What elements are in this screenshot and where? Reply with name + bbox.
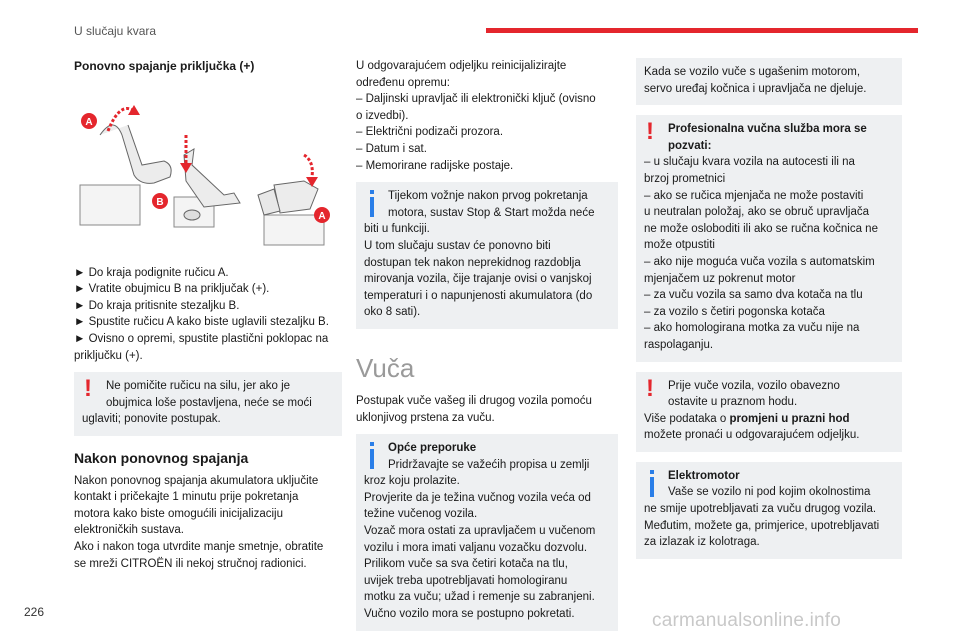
list-item: – u slučaju kvara vozila na autocesti ili na	[644, 156, 855, 169]
header-section-title: U slučaju kvara	[74, 24, 157, 38]
list-item: raspolaganju.	[644, 338, 714, 351]
note-text: mirovanja vozila, čije trajanje ovisi o vanjskoj	[364, 273, 592, 286]
list-item: – Daljinski upravljač ili elektronički ključ (ovisno	[356, 93, 596, 106]
note-text: vozilu i mora imati valjanu vozačku dozvolu.	[364, 541, 588, 554]
note-text: za izlazak iz kolotraga.	[644, 536, 760, 549]
list-item: – Memorirane radijske postaje.	[356, 159, 514, 172]
note-text: obujmica loše postavljena, neće se moći	[106, 396, 312, 409]
section-heading-towing: Vuča	[356, 352, 415, 383]
note-text: kroz koju prolazite.	[364, 475, 460, 488]
paragraph-line: elektroničkih sustava.	[74, 524, 184, 537]
step-item: ► Vratite obujmicu B na priključak (+).	[74, 283, 270, 296]
note-text: uglaviti; ponovite postupak.	[82, 413, 221, 426]
paragraph-line: određenu opremu:	[356, 76, 450, 89]
note-text: težine vučenog vozila.	[364, 508, 478, 521]
step-item: ► Ovisno o opremi, spustite plastični poklopac na priključku (+).	[74, 332, 329, 362]
list-item: može otpustiti	[644, 239, 715, 252]
step-item: ► Spustite ručicu A kako biste uglavili stezaljku B.	[74, 316, 329, 329]
battery-terminal-figure	[74, 85, 342, 255]
after-paragraph	[74, 473, 342, 573]
list-item: – ako nije moguća vuča vozila s automatskim	[644, 255, 875, 268]
note-text: Tijekom vožnje nakon prvog pokretanja	[388, 190, 588, 203]
note-text: možete pronaći u odgovarajućem odjeljku.	[644, 429, 860, 442]
warning-exclamation-icon: !	[646, 118, 654, 146]
note-text: Međutim, možete ga, primjerice, upotrebljavati	[644, 519, 880, 532]
warning-note-neutral	[636, 372, 902, 452]
note-text: Prije vuče vozila, vozilo obavezno	[668, 379, 840, 392]
note-text: Pridržavajte se važećih propisa u zemlji	[388, 458, 590, 471]
info-icon	[365, 190, 379, 220]
paragraph-line: kontakt i pričekajte 1 minutu prije pokretanja	[74, 491, 299, 504]
note-text-bold: promjeni u prazni hod	[729, 412, 850, 425]
list-item: ne može osloboditi ili ako se ručna kočnica ne	[644, 222, 878, 235]
note-text: servo uređaj kočnica i upravljača ne djeluje.	[644, 82, 867, 95]
figure-label-a-1: A	[85, 116, 93, 128]
note-text: oko 8 sati).	[364, 306, 421, 319]
reinit-paragraph	[356, 58, 618, 174]
column-left	[74, 58, 342, 572]
list-item: mjenjačem uz pokrenut motor	[644, 272, 796, 285]
section-title-after: Nakon ponovnog spajanja	[74, 449, 249, 466]
note-text: biti u funkciji.	[364, 223, 430, 236]
note-text: Kada se vozilo vuče s ugašenim motorom,	[644, 66, 861, 78]
list-item: – za vuču vozila sa samo dva kotača na tlu	[644, 289, 863, 302]
column-middle	[356, 58, 618, 641]
paragraph-line: se mreži CITROËN ili nekoj stručnoj radionici.	[74, 557, 307, 570]
list-item: o izvedbi).	[356, 109, 409, 122]
info-note-electric-motor	[636, 462, 902, 559]
warning-exclamation-icon: !	[84, 375, 92, 403]
note-text: ne smije upotrebljavati za vuču drugog vozila.	[644, 503, 877, 516]
note-text: U tom slučaju sustav će ponovno biti	[364, 239, 551, 252]
note-servo	[636, 58, 902, 105]
column-right	[636, 58, 902, 569]
info-note-general	[356, 434, 618, 631]
note-text: ostavite u praznom hodu.	[668, 396, 798, 409]
note-text: Prilikom vuče sa sva četiri kotača na tlu,	[364, 558, 568, 571]
note-text: Vučno vozilo mora se postupno pokretati.	[364, 608, 575, 621]
figure-label-a-2: A	[318, 210, 326, 222]
note-title: Opće preporuke	[388, 442, 477, 455]
note-text: motora, sustav Stop & Start možda neće	[388, 206, 595, 219]
info-icon	[365, 442, 379, 472]
list-item: brzoj prometnici	[644, 172, 726, 185]
warning-exclamation-icon: !	[646, 374, 654, 402]
header-accent-bar	[486, 28, 918, 33]
warning-note-professional	[636, 115, 902, 361]
note-text: uvijek treba upotrebljavati homologiranu	[364, 574, 568, 587]
paragraph-line: U odgovarajućem odjeljku reinicijalizirajte	[356, 60, 567, 72]
paragraph-line: Postupak vuče vašeg ili drugog vozila pomoću	[356, 394, 592, 407]
note-text: motku za vuču; užad i remenje su zabranjeni.	[364, 591, 595, 604]
step-item: ► Do kraja podignite ručicu A.	[74, 266, 229, 279]
step-item: ► Do kraja pritisnite stezaljku B.	[74, 299, 240, 312]
list-item: – Električni podizači prozora.	[356, 126, 504, 139]
note-text: Ne pomičite ručicu na silu, jer ako je	[106, 380, 291, 393]
info-note-stop-start	[356, 182, 618, 329]
note-text: dostupan tek nakon neprekidnog razdoblja	[364, 256, 581, 269]
figure-label-b: B	[156, 196, 164, 208]
list-item: – ako homologirana motka za vuču nije na	[644, 322, 860, 335]
note-text: temperaturi i o napunjenosti akumulatora (do	[364, 289, 593, 302]
note-text: Provjerite da je težina vučnog vozila veća od	[364, 491, 591, 504]
note-text: Vaše se vozilo ni pod kojim okolnostima	[668, 486, 871, 499]
paragraph-line: Ako i nakon toga utvrdite manje smetnje, obratite	[74, 540, 324, 553]
steps-list	[74, 265, 342, 365]
list-item: u neutralan položaj, ako se obruč upravljača	[644, 206, 870, 219]
note-title: Profesionalna vučna služba mora se	[668, 123, 867, 136]
list-item: – Datum i sat.	[356, 142, 427, 155]
towing-intro	[356, 393, 618, 426]
note-text	[644, 411, 894, 428]
note-text-prefix: Više podataka o	[644, 412, 730, 425]
warning-note-handle	[74, 372, 342, 436]
paragraph-line: motora kako biste omogućili inicijalizaciju	[74, 507, 284, 520]
list-item: – ako se ručica mjenjača ne može postaviti	[644, 189, 864, 202]
note-text: Vozač mora ostati za upravljačem u vučenom	[364, 525, 596, 538]
page-number: 226	[24, 605, 45, 619]
watermark-text: carmanualsonline.info	[652, 610, 842, 631]
paragraph-line: uklonjivog prstena za vuču.	[356, 411, 495, 424]
section-title-reconnect: Ponovno spajanje priključka (+)	[74, 59, 255, 73]
info-icon	[645, 470, 659, 500]
note-title: Elektromotor	[668, 469, 740, 482]
battery-terminal-illustration	[74, 85, 342, 255]
paragraph-line: Nakon ponovnog spajanja akumulatora uključite	[74, 474, 319, 487]
note-title: pozvati:	[668, 139, 712, 152]
list-item: – za vozilo s četiri pogonska kotača	[644, 305, 825, 318]
